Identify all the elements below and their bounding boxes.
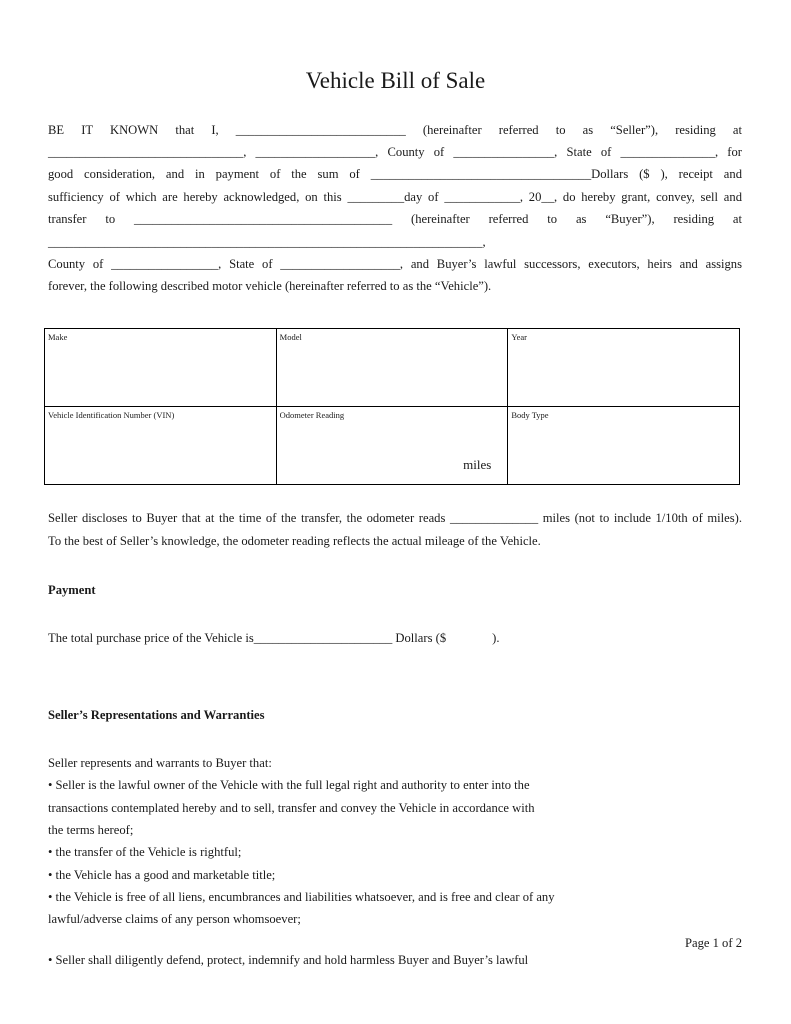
warranty-line: transactions contemplated hereby and to sell, transfer and convey the Vehicle in accordance with xyxy=(48,801,535,815)
intro-line: forever, the following described motor vehicle (hereinafter referred to as the “Vehicle”). xyxy=(48,279,492,293)
document-title: Vehicle Bill of Sale xyxy=(305,68,486,93)
miles-unit-label: miles xyxy=(463,457,492,472)
warranty-line: • the Vehicle has a good and marketable title; xyxy=(48,868,276,882)
warranty-line: • the transfer of the Vehicle is rightful; xyxy=(48,845,242,859)
intro-line: _____________________________________________________________________, xyxy=(48,235,486,249)
body-type-label: Body Type xyxy=(511,410,549,420)
vin-cell xyxy=(45,407,277,485)
intro-line: _______________________________, ___________________, County of ________________, State of _______________, for xyxy=(48,145,742,159)
intro-line: BE IT KNOWN that I, ___________________________ (hereinafter referred to as “Seller”), residing at xyxy=(48,123,742,137)
odometer-label: Odometer Reading xyxy=(279,410,345,420)
year-cell xyxy=(508,329,740,407)
make-label: Make xyxy=(48,332,68,342)
vin-label: Vehicle Identification Number (VIN) xyxy=(48,410,175,420)
year-label: Year xyxy=(511,332,527,342)
warranty-line: lawful/adverse claims of any person whomsoever; xyxy=(48,912,301,926)
body-type-cell xyxy=(508,407,740,485)
vehicle-details-table xyxy=(44,328,740,485)
model-cell xyxy=(276,329,508,407)
odometer-disclosure-line: Seller discloses to Buyer that at the time of the transfer, the odometer reads ______________ miles (not to include 1/10th of miles). xyxy=(48,511,742,525)
make-cell xyxy=(45,329,277,407)
warranties-heading: Seller’s Representations and Warranties xyxy=(48,708,265,722)
odometer-cell xyxy=(276,407,508,485)
intro-line: County of _________________, State of ___________________, and Buyer’s lawful successors, executors, heirs and assigns xyxy=(48,257,742,271)
warranty-line: Seller represents and warrants to Buyer that: xyxy=(48,756,272,770)
warranty-line: • Seller shall diligently defend, protect, indemnify and hold harmless Buyer and Buyer’s lawful xyxy=(48,953,529,967)
payment-price-suffix: ). xyxy=(492,631,500,645)
payment-heading: Payment xyxy=(48,583,96,597)
intro-line: sufficiency of which are hereby acknowledged, on this _________day of ____________, 20__, do hereby grant, convey, sell and xyxy=(48,190,742,204)
odometer-disclosure-line: To the best of Seller’s knowledge, the odometer reading reflects the actual mileage of the Vehicle. xyxy=(48,534,541,548)
page-number: Page 1 of 2 xyxy=(684,936,742,950)
warranty-line: • Seller is the lawful owner of the Vehicle with the full legal right and authority to enter into the xyxy=(48,778,530,792)
warranty-line: • the Vehicle is free of all liens, encumbrances and liabilities whatsoever, and is free and clear of any xyxy=(48,890,555,904)
intro-line: transfer to _________________________________________ (hereinafter referred to as “Buyer”), residing at xyxy=(48,212,742,226)
model-label: Model xyxy=(279,332,302,342)
warranty-line: the terms hereof; xyxy=(48,823,134,837)
payment-price-prefix: The total purchase price of the Vehicle is______________________ Dollars ($ xyxy=(48,631,447,645)
intro-line: good consideration, and in payment of the sum of ___________________________________Dollars ($ ), receipt and xyxy=(48,167,742,181)
payment-text xyxy=(48,631,499,646)
